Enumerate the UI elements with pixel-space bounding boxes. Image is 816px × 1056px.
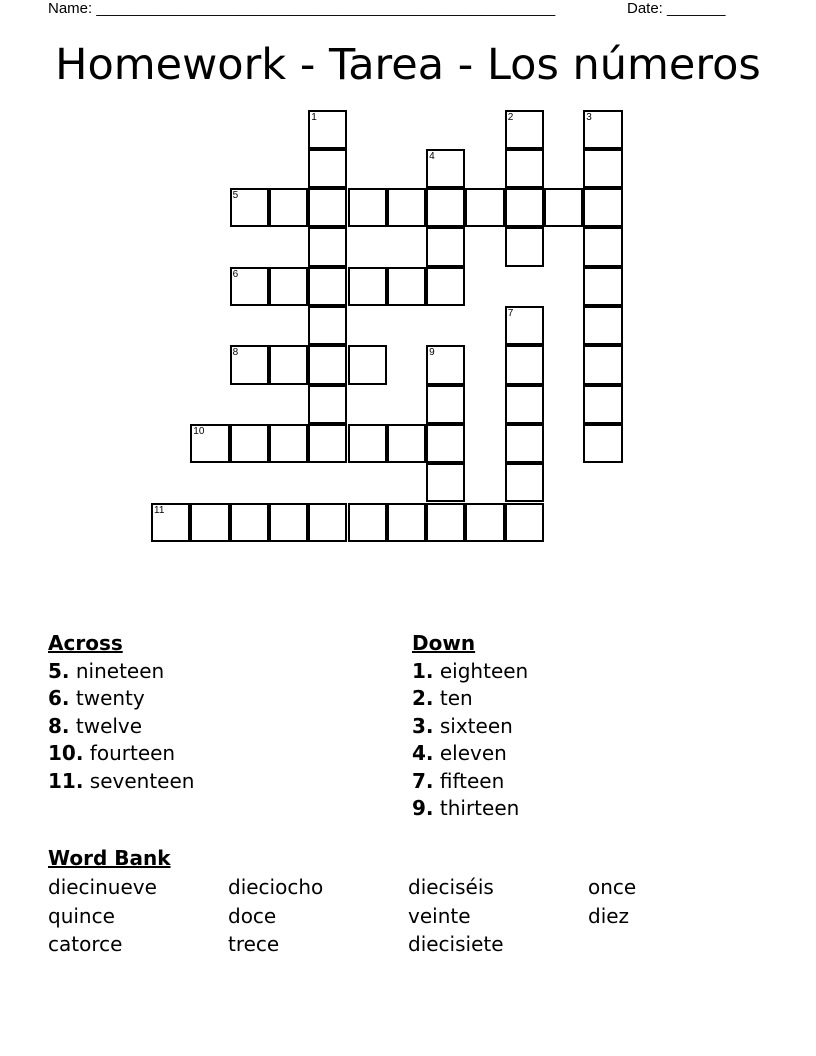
- clue-number: 8: [232, 347, 239, 359]
- crossword-cell[interactable]: [387, 188, 426, 227]
- crossword-cell[interactable]: [348, 345, 387, 384]
- crossword-cell[interactable]: [583, 385, 622, 424]
- crossword-cell[interactable]: [583, 149, 622, 188]
- clue-text: fourteen: [83, 741, 176, 766]
- crossword-cell[interactable]: [308, 267, 347, 306]
- clue-num: 5.: [48, 659, 70, 683]
- crossword-cell[interactable]: [505, 110, 544, 149]
- crossword-cell[interactable]: [505, 424, 544, 463]
- clue-number: 1: [311, 111, 317, 123]
- crossword-cell[interactable]: [308, 306, 347, 345]
- down-clue-list: [412, 658, 528, 822]
- clue-number: 9: [429, 347, 435, 359]
- crossword-cell[interactable]: [465, 503, 504, 542]
- crossword-cell[interactable]: [269, 267, 308, 306]
- crossword-cell[interactable]: [308, 149, 347, 188]
- crossword-cell[interactable]: [505, 149, 544, 188]
- word-bank-word: catorce: [48, 932, 123, 956]
- crossword-cell[interactable]: [583, 345, 622, 384]
- crossword-cell[interactable]: [387, 424, 426, 463]
- crossword-cell[interactable]: [269, 424, 308, 463]
- crossword-cell[interactable]: [505, 227, 544, 266]
- crossword-cell[interactable]: [505, 188, 544, 227]
- clue-number: 7: [507, 308, 514, 319]
- word-bank-word: dieciocho: [228, 875, 324, 899]
- clue-num: 9.: [412, 795, 434, 820]
- crossword-cell[interactable]: [190, 424, 229, 463]
- crossword-cell[interactable]: [387, 267, 426, 306]
- clue-text: twelve: [69, 713, 143, 738]
- crossword-cell[interactable]: [308, 345, 347, 384]
- clue-text: fifteen: [433, 768, 505, 793]
- crossword-cell[interactable]: [426, 385, 465, 424]
- crossword-cell[interactable]: [583, 424, 622, 463]
- clue-num: 6.: [48, 686, 70, 711]
- crossword-cell[interactable]: [190, 503, 229, 542]
- word-bank-word: trece: [228, 932, 280, 956]
- across-clue: [48, 685, 194, 712]
- crossword-cell[interactable]: [583, 267, 622, 306]
- crossword-cell[interactable]: [426, 227, 465, 266]
- clue-text: eighteen: [433, 659, 529, 683]
- crossword-cell[interactable]: [269, 345, 308, 384]
- down-clue: [412, 795, 528, 822]
- crossword-cell[interactable]: [426, 267, 465, 306]
- crossword-cell[interactable]: [230, 345, 269, 384]
- clue-text: twenty: [69, 686, 145, 711]
- crossword-cell[interactable]: [583, 227, 622, 266]
- clue-text: nineteen: [69, 659, 165, 683]
- crossword-cell[interactable]: [505, 463, 544, 502]
- crossword-cell[interactable]: [308, 424, 347, 463]
- clue-num: 10.: [48, 741, 84, 766]
- crossword-cell[interactable]: [583, 188, 622, 227]
- crossword-cell[interactable]: [230, 503, 269, 542]
- crossword-cell[interactable]: [426, 424, 465, 463]
- name-field[interactable]: Name: _______________________________________________________: [48, 0, 556, 17]
- word-bank-heading: Word Bank: [48, 846, 171, 870]
- crossword-cell[interactable]: [348, 188, 387, 227]
- word-bank-word: once: [588, 875, 637, 899]
- word-bank-word: diecisiete: [408, 932, 504, 956]
- clue-text: seventeen: [83, 768, 195, 793]
- crossword-cell[interactable]: [505, 306, 544, 345]
- across-clue: [48, 768, 194, 795]
- clue-number: 3: [586, 111, 592, 123]
- across-clue: [48, 658, 194, 685]
- crossword-cell[interactable]: [465, 188, 504, 227]
- crossword-cell[interactable]: [505, 385, 544, 424]
- clue-num: 3.: [412, 713, 434, 738]
- clue-number: 6: [232, 268, 239, 280]
- crossword-cell[interactable]: [426, 149, 465, 188]
- down-heading: Down: [412, 631, 476, 655]
- across-clue: [48, 713, 194, 740]
- word-bank-word: diecinueve: [48, 875, 157, 899]
- word-bank-word: dieciséis: [408, 875, 494, 899]
- crossword-cell[interactable]: [505, 345, 544, 384]
- crossword-cell[interactable]: [426, 503, 465, 542]
- clue-number: 10: [193, 425, 205, 437]
- down-clue: [412, 658, 528, 685]
- crossword-cell[interactable]: [151, 503, 190, 542]
- crossword-cell[interactable]: [426, 188, 465, 227]
- word-bank-word: veinte: [408, 903, 471, 928]
- clue-text: sixteen: [433, 713, 513, 738]
- clue-text: eleven: [433, 741, 507, 766]
- crossword-cell[interactable]: [426, 345, 465, 384]
- clue-number: 4: [429, 150, 435, 162]
- crossword-cell[interactable]: [387, 503, 426, 542]
- clue-num: 4.: [412, 741, 434, 766]
- crossword-cell[interactable]: [583, 306, 622, 345]
- crossword-cell[interactable]: [348, 503, 387, 542]
- across-clue-list: [48, 658, 194, 795]
- word-bank-word: quince: [48, 903, 115, 928]
- across-heading: Across: [48, 631, 123, 655]
- word-bank-word: doce: [228, 903, 277, 928]
- clue-num: 1.: [412, 659, 434, 683]
- crossword-cell[interactable]: [544, 188, 583, 227]
- clue-num: 7.: [412, 768, 434, 793]
- word-bank-word: diez: [588, 903, 630, 928]
- clue-text: thirteen: [433, 795, 520, 820]
- crossword-cell[interactable]: [269, 188, 308, 227]
- crossword-cell[interactable]: [348, 424, 387, 463]
- crossword-cell[interactable]: [308, 188, 347, 227]
- crossword-cell[interactable]: [505, 503, 544, 542]
- clue-number: 2: [507, 111, 514, 123]
- crossword-cell[interactable]: [269, 503, 308, 542]
- crossword-cell[interactable]: [230, 424, 269, 463]
- clue-number: 5: [232, 190, 239, 202]
- page-title: Homework - Tarea - Los números: [55, 40, 761, 90]
- down-clue: [412, 685, 528, 712]
- down-clue: [412, 740, 528, 767]
- crossword-cell[interactable]: [308, 227, 347, 266]
- crossword-cell[interactable]: [308, 503, 347, 542]
- clue-num: 8.: [48, 713, 70, 738]
- down-clue: [412, 768, 528, 795]
- crossword-cell[interactable]: [308, 385, 347, 424]
- crossword-cell[interactable]: [583, 110, 622, 149]
- down-clue: [412, 713, 528, 740]
- clue-num: 2.: [412, 686, 434, 711]
- clue-text: ten: [433, 686, 473, 711]
- crossword-cell[interactable]: [230, 267, 269, 306]
- crossword-cell[interactable]: [308, 110, 347, 149]
- date-field[interactable]: Date: _______: [627, 0, 726, 17]
- clue-num: 11.: [48, 768, 84, 793]
- clue-number: 11: [154, 504, 165, 516]
- crossword-cell[interactable]: [230, 188, 269, 227]
- across-clue: [48, 740, 194, 767]
- crossword-cell[interactable]: [348, 267, 387, 306]
- crossword-cell[interactable]: [426, 463, 465, 502]
